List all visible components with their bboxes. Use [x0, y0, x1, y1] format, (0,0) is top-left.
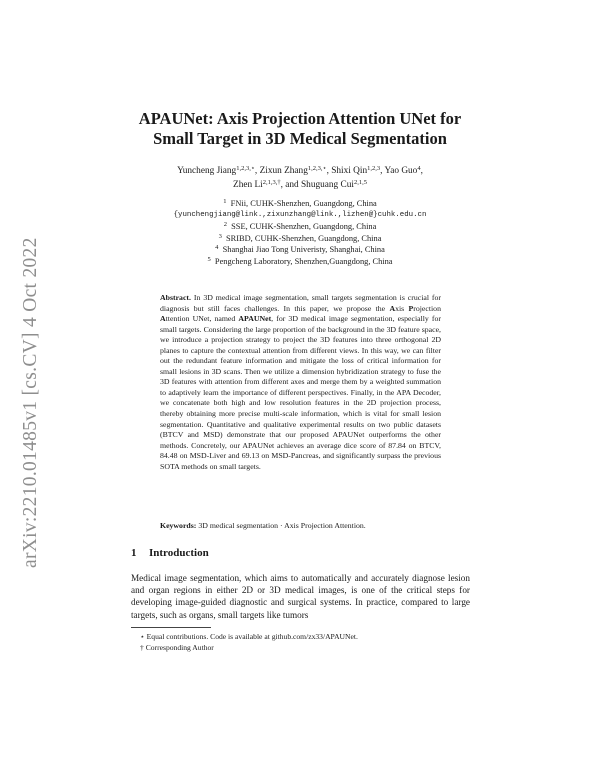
author-conjunction: and — [285, 180, 299, 190]
keywords — [160, 521, 441, 532]
affiliation-text: SSE, CUHK-Shenzhen, Guangdong, China — [231, 222, 377, 231]
author-line-2: Zhen $Li^{2,1,3,\dagger}$, and Shuguang Cui$^{2,1,5}$ — [233, 179, 367, 190]
footnote-corresponding-author: † Corresponding Author — [140, 643, 214, 652]
section-heading — [131, 547, 209, 559]
paper-title — [0, 109, 600, 149]
affiliation-text: Shanghai Jiao Tong Univeristy, Shanghai, China — [222, 245, 385, 254]
affiliation-text: Pengcheng Laboratory, Shenzhen,Guangdong, China — [214, 256, 393, 266]
author-name: Yao Guo — [384, 166, 418, 176]
affiliation-number: 1 — [223, 198, 227, 205]
section-title: Introduction — [149, 547, 209, 559]
affiliation-number: 2 — [223, 221, 227, 228]
affiliation-number: 4 — [215, 244, 219, 251]
affiliation-4 — [0, 244, 600, 256]
acronym-letter: P — [408, 303, 414, 313]
acronym-letter: A — [160, 314, 166, 324]
title-line-1: APAUNet: Axis Projection Attention UNet for — [138, 109, 462, 128]
author-sup: 1,2,3 — [367, 165, 381, 172]
author-sup: 2,1,3,† — [262, 179, 281, 186]
author-name: Zhen Li — [233, 180, 263, 190]
affiliation-3 — [0, 233, 600, 245]
author-name: Shixi Qin — [331, 166, 368, 176]
arxiv-stamp: arXiv:2210.01485v1 [cs.CV] 4 Oct 2022 — [20, 237, 41, 568]
title-line-2: Small Target in 3D Medical Segmentation — [153, 129, 447, 148]
abstract-fragment: rojection — [413, 303, 441, 313]
affiliation-2 — [0, 221, 600, 233]
author-name: Shuguang Cui — [301, 180, 354, 190]
footnote-equal-contribution: ⋆ Equal contributions. Code is available at github.com/zx33/APAUNet. — [140, 632, 358, 641]
abstract-text-2: , for 3D medical image segmentation, especially for small targets. Considering the large proportion of the background in the 3D feature space, we introduce a projection strategy to project the 3D features into three orthogonal 2D planes to capture the contextual attention from different views. In this way, we can filter out the redundant feature information and mitigate the loss of critical information for small lesions in 3D scans. Then we utilize a dimension hybridization strategy to fuse the 3D features with attention from different axes and merge them by a weighted summation to adaptively learn the importance of different perspectives. Finally, in the APA Decoder, we concatenate both high and low resolution features in the 2D projection process, thereby obtaining more precise multi-scale information, which is vital for small lesion segmentation. Quantitative and qualitative experimental results on two public datasets (BTCV and MSD) demonstrate that our proposed APAUNet outperforms the other methods. Concretely, our APAUNet achieves an average dice score of 87.84 on BTCV, 84.48 on MSD-Liver and 69.13 on MSD-Pancreas, and significantly surpass the previous SOTA methods on small targets. — [160, 314, 441, 471]
keywords-heading: Keywords: — [160, 521, 197, 530]
author-sup: 2,1,5 — [353, 179, 367, 186]
keywords-text: 3D medical segmentation · Axis Projection Attention. — [198, 521, 366, 530]
footnotes — [140, 631, 358, 653]
author-sup: 4 — [417, 165, 421, 172]
affiliation-text: SRIBD, CUHK-Shenzhen, Guangdong, China — [226, 233, 382, 243]
author-list — [0, 164, 600, 192]
abstract-heading: Abstract. — [160, 293, 191, 302]
abstract-fragment: xis — [395, 303, 409, 313]
abstract — [160, 293, 441, 472]
abstract-fragment: ttention UNet, named — [165, 314, 239, 324]
affiliation-5 — [0, 256, 600, 268]
author-name: Yuncheng Jiang — [177, 166, 237, 176]
affiliation-number: 5 — [207, 255, 211, 263]
author-name: Zixun Zhang — [259, 166, 308, 176]
affiliation-number: 3 — [218, 232, 222, 240]
model-name: APAUNet — [238, 314, 272, 324]
footnote-rule — [131, 627, 211, 628]
section-number: 1 — [131, 547, 137, 559]
acronym-letter: A — [389, 303, 396, 313]
author-sup: 1,2,3,⋆ — [236, 165, 255, 172]
affiliation-1 — [0, 198, 600, 210]
abstract-text-1: In 3D medical image segmentation, small targets segmentation is crucial for diagnosis but still faces challenges. In this paper, we propose the — [160, 293, 442, 313]
author-sup: 1,2,3,⋆ — [307, 165, 327, 172]
author-emails: {yunchengjiang@link.,zixunzhang@link.,lizhen@}cuhk.edu.cn — [173, 210, 427, 219]
affiliation-text: FNii, CUHK-Shenzhen, Guangdong, China — [230, 199, 377, 208]
intro-paragraph: Medical image segmentation, which aims to automatically and accurately diagnose lesion and organ regions in either 2D or 3D medical images, is one of the critical steps for developing image-guided diagnostic and surgical systems. In practice, compared to large targets, such as organs, small targets like tumors — [131, 573, 470, 620]
author-line-1: Yuncheng Jiang$^{1,2,3,⋆}$, Zixun Zhang$^{1,2,3,⋆}$, Shixi Qin$^{1,2,3}$, Yao Guo$^4$, — [177, 165, 423, 176]
affiliations — [0, 198, 600, 267]
